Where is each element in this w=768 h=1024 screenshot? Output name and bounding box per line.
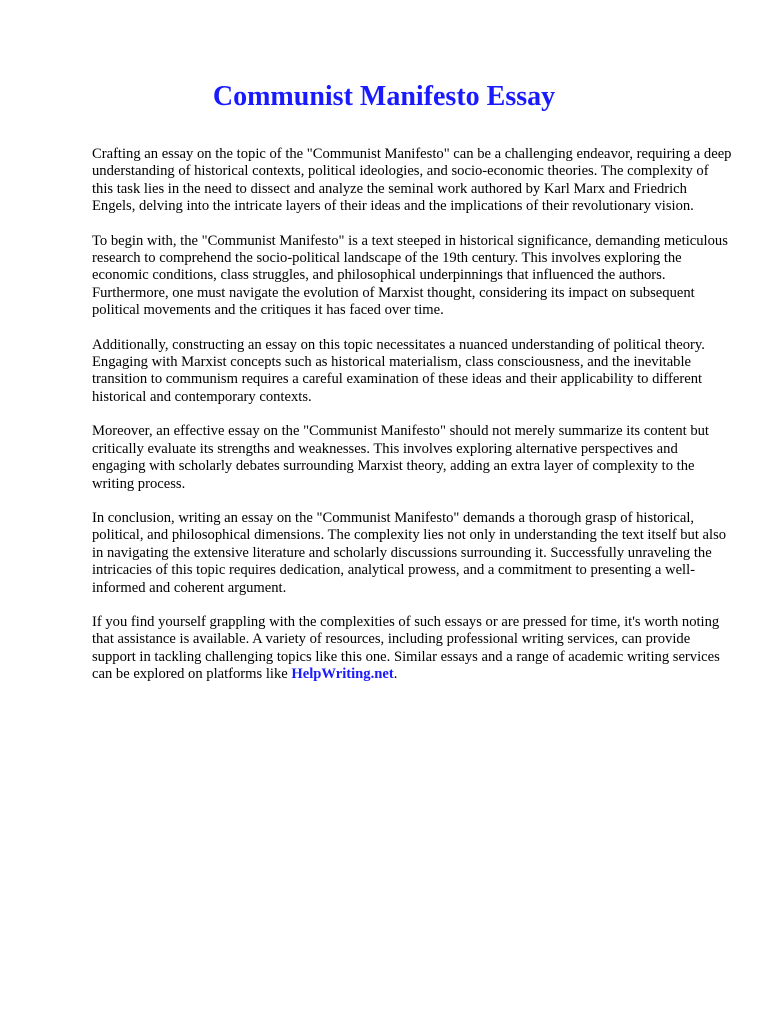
paragraph-5: In conclusion, writing an essay on the "Communist Manifesto" demands a thorough grasp of historical, political, and philosophical dimensions. The complexity lies not only in understanding the text itself but also in navigating the extensive literature and scholarly discussions surrounding it. Successfully unraveling the intricacies of this topic requires dedication, analytical prowess, and a commitment to presenting a well-informed and coherent argument. xyxy=(92,509,727,596)
helpwriting-link[interactable]: HelpWriting.net xyxy=(291,666,394,683)
paragraph-2: To begin with, the "Communist Manifesto" is a text steeped in historical significance, demanding meticulous research to comprehend the socio-political landscape of the 19th century. This involves exploring the economic conditions, class struggles, and philosophical underpinnings that influenced the authors. Furthermore, one must navigate the evolution of Marxist thought, considering its impact on subsequent political movements and the critiques it has faced over time. xyxy=(92,232,728,319)
paragraph-6 xyxy=(92,614,732,684)
page-title: Communist Manifesto Essay xyxy=(212,81,556,112)
paragraph-1: Crafting an essay on the topic of the "Communist Manifesto" can be a challenging endeavor, requiring a deep understanding of historical contexts, political ideologies, and socio-economic theories. The complexity of this task lies in the need to dissect and analyze the seminal work authored by Karl Marx and Friedrich Engels, delving into the intricate layers of their ideas and the implications of their revolutionary vision. xyxy=(92,146,732,215)
paragraph-3: Additionally, constructing an essay on this topic necessitates a nuanced understanding of political theory. Engaging with Marxist concepts such as historical materialism, class consciousness, and the inevitable transition to communism requires a careful examination of these ideas and their applicability to different historical and contemporary contexts. xyxy=(92,336,705,405)
paragraph-6-end: . xyxy=(393,666,398,683)
paragraph-6-text: If you find yourself grappling with the complexities of such essays or are pressed for time, it's worth noting that assistance is available. A variety of resources, including professional writing services, can provide support in tackling challenging topics like this one. Similar essays and a range of academic writing services can be explored on platforms like xyxy=(92,613,720,683)
paragraph-4: Moreover, an effective essay on the "Communist Manifesto" should not merely summarize its content but critically evaluate its strengths and weaknesses. This involves exploring alternative perspectives and engaging with scholarly debates surrounding Marxist theory, adding an extra layer of complexity to the writing process. xyxy=(92,423,709,492)
essay-body xyxy=(92,146,732,701)
